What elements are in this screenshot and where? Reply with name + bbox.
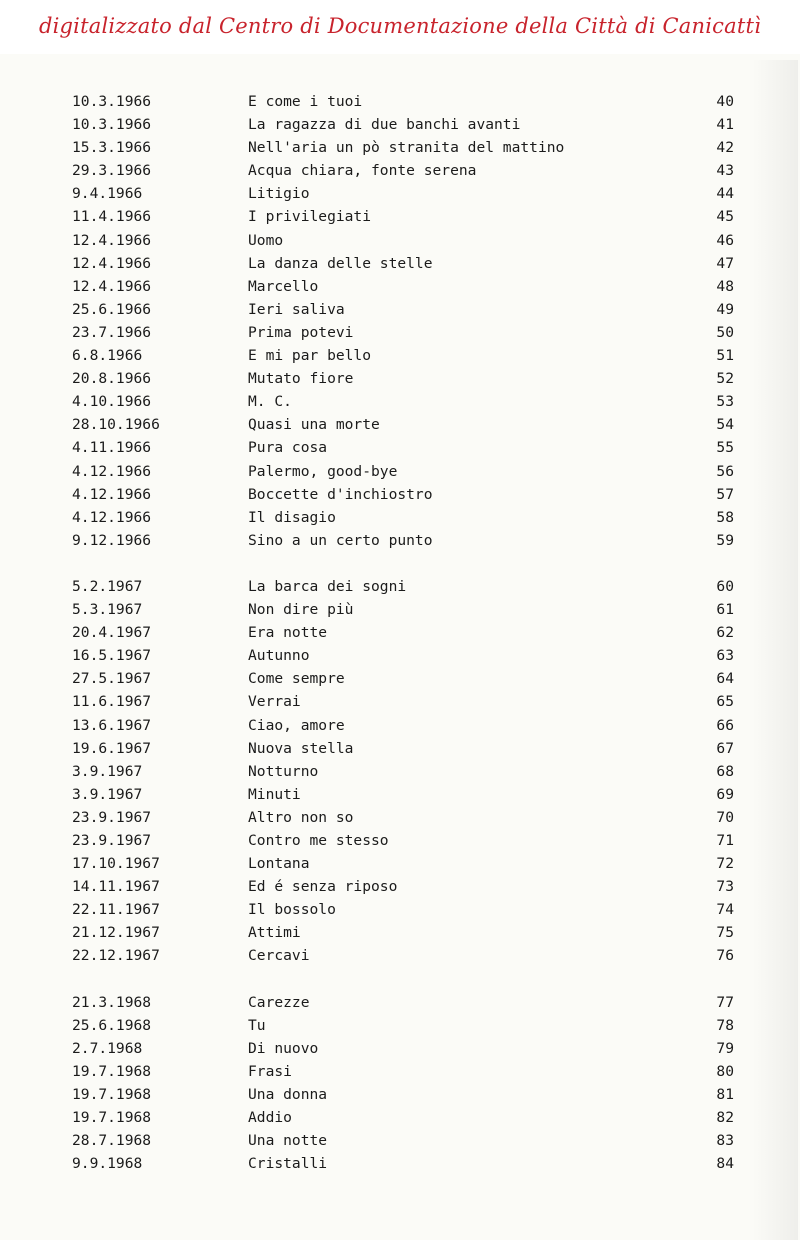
index-row — [0, 667, 800, 690]
entry-date: 3.9.1967 — [72, 785, 143, 803]
entry-title: Contro me stesso — [248, 832, 389, 849]
entry-date: 9.4.1966 — [72, 185, 143, 203]
index-row — [0, 436, 800, 459]
entry-page-number: 67 — [716, 739, 734, 757]
entry-date: 27.5.1967 — [72, 670, 152, 688]
entry-date: 3.9.1967 — [72, 762, 143, 780]
index-row — [0, 1152, 800, 1175]
index-row — [0, 575, 800, 598]
index-row — [0, 136, 800, 159]
entry-date: 15.3.1966 — [72, 139, 152, 157]
entry-page-number: 65 — [716, 693, 734, 711]
section-gap — [0, 552, 800, 575]
index-row — [0, 644, 800, 667]
index-row — [0, 205, 800, 228]
entry-date: 17.10.1967 — [72, 855, 160, 873]
entry-date: 21.12.1967 — [72, 924, 160, 942]
entry-title: Carezze — [248, 993, 310, 1011]
index-row — [0, 90, 800, 113]
index-row — [0, 1129, 800, 1152]
entry-page-number: 59 — [716, 531, 734, 549]
index-row — [0, 113, 800, 136]
entry-date: 12.4.1966 — [72, 254, 152, 272]
entry-title: Notturno — [248, 762, 319, 780]
entry-title: Altro non so — [248, 808, 354, 826]
index-row — [0, 1014, 800, 1037]
entry-title: M. C. — [248, 393, 292, 411]
index-row — [0, 298, 800, 321]
index-row — [0, 829, 800, 852]
index-row — [0, 506, 800, 529]
entry-title: Una notte — [248, 1132, 328, 1150]
entry-page-number: 55 — [716, 439, 734, 457]
index-row — [0, 806, 800, 829]
entry-date: 20.8.1966 — [72, 370, 152, 388]
entry-title: Ciao, amore — [248, 716, 345, 734]
entry-date: 23.9.1967 — [72, 832, 152, 849]
index-row — [0, 690, 800, 713]
entry-date: 25.6.1968 — [72, 1016, 152, 1034]
entry-page-number: 72 — [716, 855, 734, 873]
index-row — [0, 1037, 800, 1060]
entry-title: Prima potevi — [248, 323, 354, 341]
entry-title: Il bossolo — [248, 901, 336, 919]
index-row — [0, 275, 800, 298]
entry-page-number: 78 — [716, 1016, 734, 1034]
entry-page-number: 83 — [716, 1132, 734, 1150]
entry-title: Palermo, good-bye — [248, 462, 398, 480]
index-row — [0, 344, 800, 367]
entry-page-number: 76 — [716, 947, 734, 965]
entry-page-number: 79 — [716, 1039, 734, 1057]
entry-title: Quasi una morte — [248, 416, 380, 434]
entry-date: 11.4.1966 — [72, 208, 152, 226]
index-row — [0, 737, 800, 760]
entry-page-number: 82 — [716, 1109, 734, 1127]
entry-title: Sino a un certo punto — [248, 531, 433, 549]
entry-date: 22.12.1967 — [72, 947, 160, 965]
entry-title: Il disagio — [248, 508, 336, 526]
entry-page-number: 41 — [716, 116, 734, 134]
entry-date: 23.7.1966 — [72, 323, 152, 341]
entry-date: 5.2.1967 — [72, 577, 143, 595]
index-row — [0, 460, 800, 483]
entry-date: 19.7.1968 — [72, 1062, 152, 1080]
entry-date: 19.6.1967 — [72, 739, 152, 757]
index-row — [0, 760, 800, 783]
index-row — [0, 921, 800, 944]
entry-date: 9.9.1968 — [72, 1155, 143, 1173]
index-row — [0, 944, 800, 967]
entry-date: 4.12.1966 — [72, 485, 152, 503]
entry-title: Mutato fiore — [248, 370, 354, 388]
entry-date: 19.7.1968 — [72, 1109, 152, 1127]
index-row — [0, 1106, 800, 1129]
digitization-banner — [0, 0, 800, 54]
entry-page-number: 75 — [716, 924, 734, 942]
entry-title: Addio — [248, 1109, 292, 1127]
entry-date: 21.3.1968 — [72, 993, 152, 1011]
index-row — [0, 1083, 800, 1106]
entry-page-number: 73 — [716, 878, 734, 896]
index-row — [0, 413, 800, 436]
index-row — [0, 598, 800, 621]
index-row — [0, 783, 800, 806]
entry-date: 13.6.1967 — [72, 716, 152, 734]
entry-date: 23.9.1967 — [72, 808, 152, 826]
index-row — [0, 252, 800, 275]
index-row — [0, 159, 800, 182]
entry-page-number: 58 — [716, 508, 734, 526]
entry-title: Nuova stella — [248, 739, 354, 757]
table-of-contents — [0, 90, 800, 1175]
entry-date: 12.4.1966 — [72, 277, 152, 295]
entry-page-number: 77 — [716, 993, 734, 1011]
entry-date: 4.11.1966 — [72, 439, 152, 457]
entry-date: 4.12.1966 — [72, 462, 152, 480]
entry-date: 10.3.1966 — [72, 116, 152, 134]
index-row — [0, 529, 800, 552]
entry-date: 20.4.1967 — [72, 624, 152, 642]
entry-title: Ieri saliva — [248, 300, 345, 318]
index-row — [0, 991, 800, 1014]
entry-page-number: 53 — [716, 393, 734, 411]
entry-date: 11.6.1967 — [72, 693, 152, 711]
entry-date: 28.7.1968 — [72, 1132, 152, 1150]
entry-title: Verrai — [248, 693, 301, 711]
entry-date: 16.5.1967 — [72, 647, 152, 665]
index-row — [0, 390, 800, 413]
index-row — [0, 875, 800, 898]
entry-date: 4.10.1966 — [72, 393, 152, 411]
entry-title: Come sempre — [248, 670, 345, 688]
entry-page-number: 40 — [716, 93, 734, 110]
index-row — [0, 321, 800, 344]
index-row — [0, 714, 800, 737]
entry-date: 4.12.1966 — [72, 508, 152, 526]
index-row — [0, 483, 800, 506]
entry-date: 6.8.1966 — [72, 347, 143, 365]
entry-title: La barca dei sogni — [248, 577, 407, 595]
index-row — [0, 182, 800, 205]
entry-page-number: 44 — [716, 185, 734, 203]
entry-title: Autunno — [248, 647, 310, 665]
entry-title: Nell'aria un pò stranita del mattino — [248, 139, 565, 157]
entry-page-number: 45 — [716, 208, 734, 226]
entry-title: Pura cosa — [248, 439, 328, 457]
entry-title: Lontana — [248, 855, 310, 873]
entry-date: 14.11.1967 — [72, 878, 160, 896]
entry-page-number: 46 — [716, 231, 734, 249]
section-gap — [0, 968, 800, 991]
entry-title: Cercavi — [248, 947, 310, 965]
entry-date: 2.7.1968 — [72, 1039, 143, 1057]
entry-title: Di nuovo — [248, 1039, 319, 1057]
entry-date: 25.6.1966 — [72, 300, 152, 318]
section-1968 — [0, 991, 800, 1176]
entry-title: Una donna — [248, 1086, 328, 1104]
entry-page-number: 80 — [716, 1062, 734, 1080]
entry-page-number: 47 — [716, 254, 734, 272]
entry-date: 12.4.1966 — [72, 231, 152, 249]
entry-title: Frasi — [248, 1062, 292, 1080]
entry-page-number: 84 — [716, 1155, 734, 1173]
entry-page-number: 63 — [716, 647, 734, 665]
entry-date: 29.3.1966 — [72, 162, 152, 180]
entry-page-number: 69 — [716, 785, 734, 803]
entry-title: La ragazza di due banchi avanti — [248, 116, 521, 134]
entry-page-number: 43 — [716, 162, 734, 180]
entry-title: Ed é senza riposo — [248, 878, 398, 896]
entry-page-number: 61 — [716, 601, 734, 619]
entry-page-number: 56 — [716, 462, 734, 480]
entry-title: I privilegiati — [248, 208, 372, 226]
entry-date: 19.7.1968 — [72, 1086, 152, 1104]
entry-title: E mi par bello — [248, 347, 372, 365]
entry-date: 28.10.1966 — [72, 416, 160, 434]
entry-title: Boccette d'inchiostro — [248, 485, 433, 503]
entry-title: Uomo — [248, 231, 284, 249]
entry-date: 22.11.1967 — [72, 901, 160, 919]
entry-title: E come i tuoi — [248, 93, 363, 110]
index-row — [0, 229, 800, 252]
entry-page-number: 70 — [716, 808, 734, 826]
entry-page-number: 51 — [716, 347, 734, 365]
entry-page-number: 64 — [716, 670, 734, 688]
entry-page-number: 81 — [716, 1086, 734, 1104]
entry-title: Attimi — [248, 924, 301, 942]
section-1967 — [0, 575, 800, 968]
entry-page-number: 71 — [716, 832, 734, 849]
entry-title: Era notte — [248, 624, 328, 642]
entry-title: La danza delle stelle — [248, 254, 433, 272]
entry-page-number: 74 — [716, 901, 734, 919]
entry-title: Non dire più — [248, 601, 354, 619]
index-row — [0, 898, 800, 921]
index-row — [0, 367, 800, 390]
entry-page-number: 49 — [716, 300, 734, 318]
entry-title: Tu — [248, 1016, 266, 1034]
entry-date: 5.3.1967 — [72, 601, 143, 619]
index-row — [0, 1060, 800, 1083]
entry-page-number: 68 — [716, 762, 734, 780]
banner-text: digitalizzato dal Centro di Documentazione della Città di Canicattì — [38, 14, 762, 38]
section-1966 — [0, 90, 800, 552]
entry-page-number: 48 — [716, 277, 734, 295]
entry-title: Marcello — [248, 277, 319, 295]
entry-title: Acqua chiara, fonte serena — [248, 162, 477, 180]
entry-date: 10.3.1966 — [72, 93, 152, 110]
entry-page-number: 66 — [716, 716, 734, 734]
entry-page-number: 62 — [716, 624, 734, 642]
entry-title: Litigio — [248, 185, 310, 203]
index-row — [0, 621, 800, 644]
entry-page-number: 57 — [716, 485, 734, 503]
entry-date: 9.12.1966 — [72, 531, 152, 549]
entry-title: Minuti — [248, 785, 301, 803]
entry-page-number: 60 — [716, 577, 734, 595]
entry-page-number: 52 — [716, 370, 734, 388]
entry-page-number: 54 — [716, 416, 734, 434]
entry-page-number: 50 — [716, 323, 734, 341]
entry-title: Cristalli — [248, 1155, 328, 1173]
entry-page-number: 42 — [716, 139, 734, 157]
index-row — [0, 852, 800, 875]
